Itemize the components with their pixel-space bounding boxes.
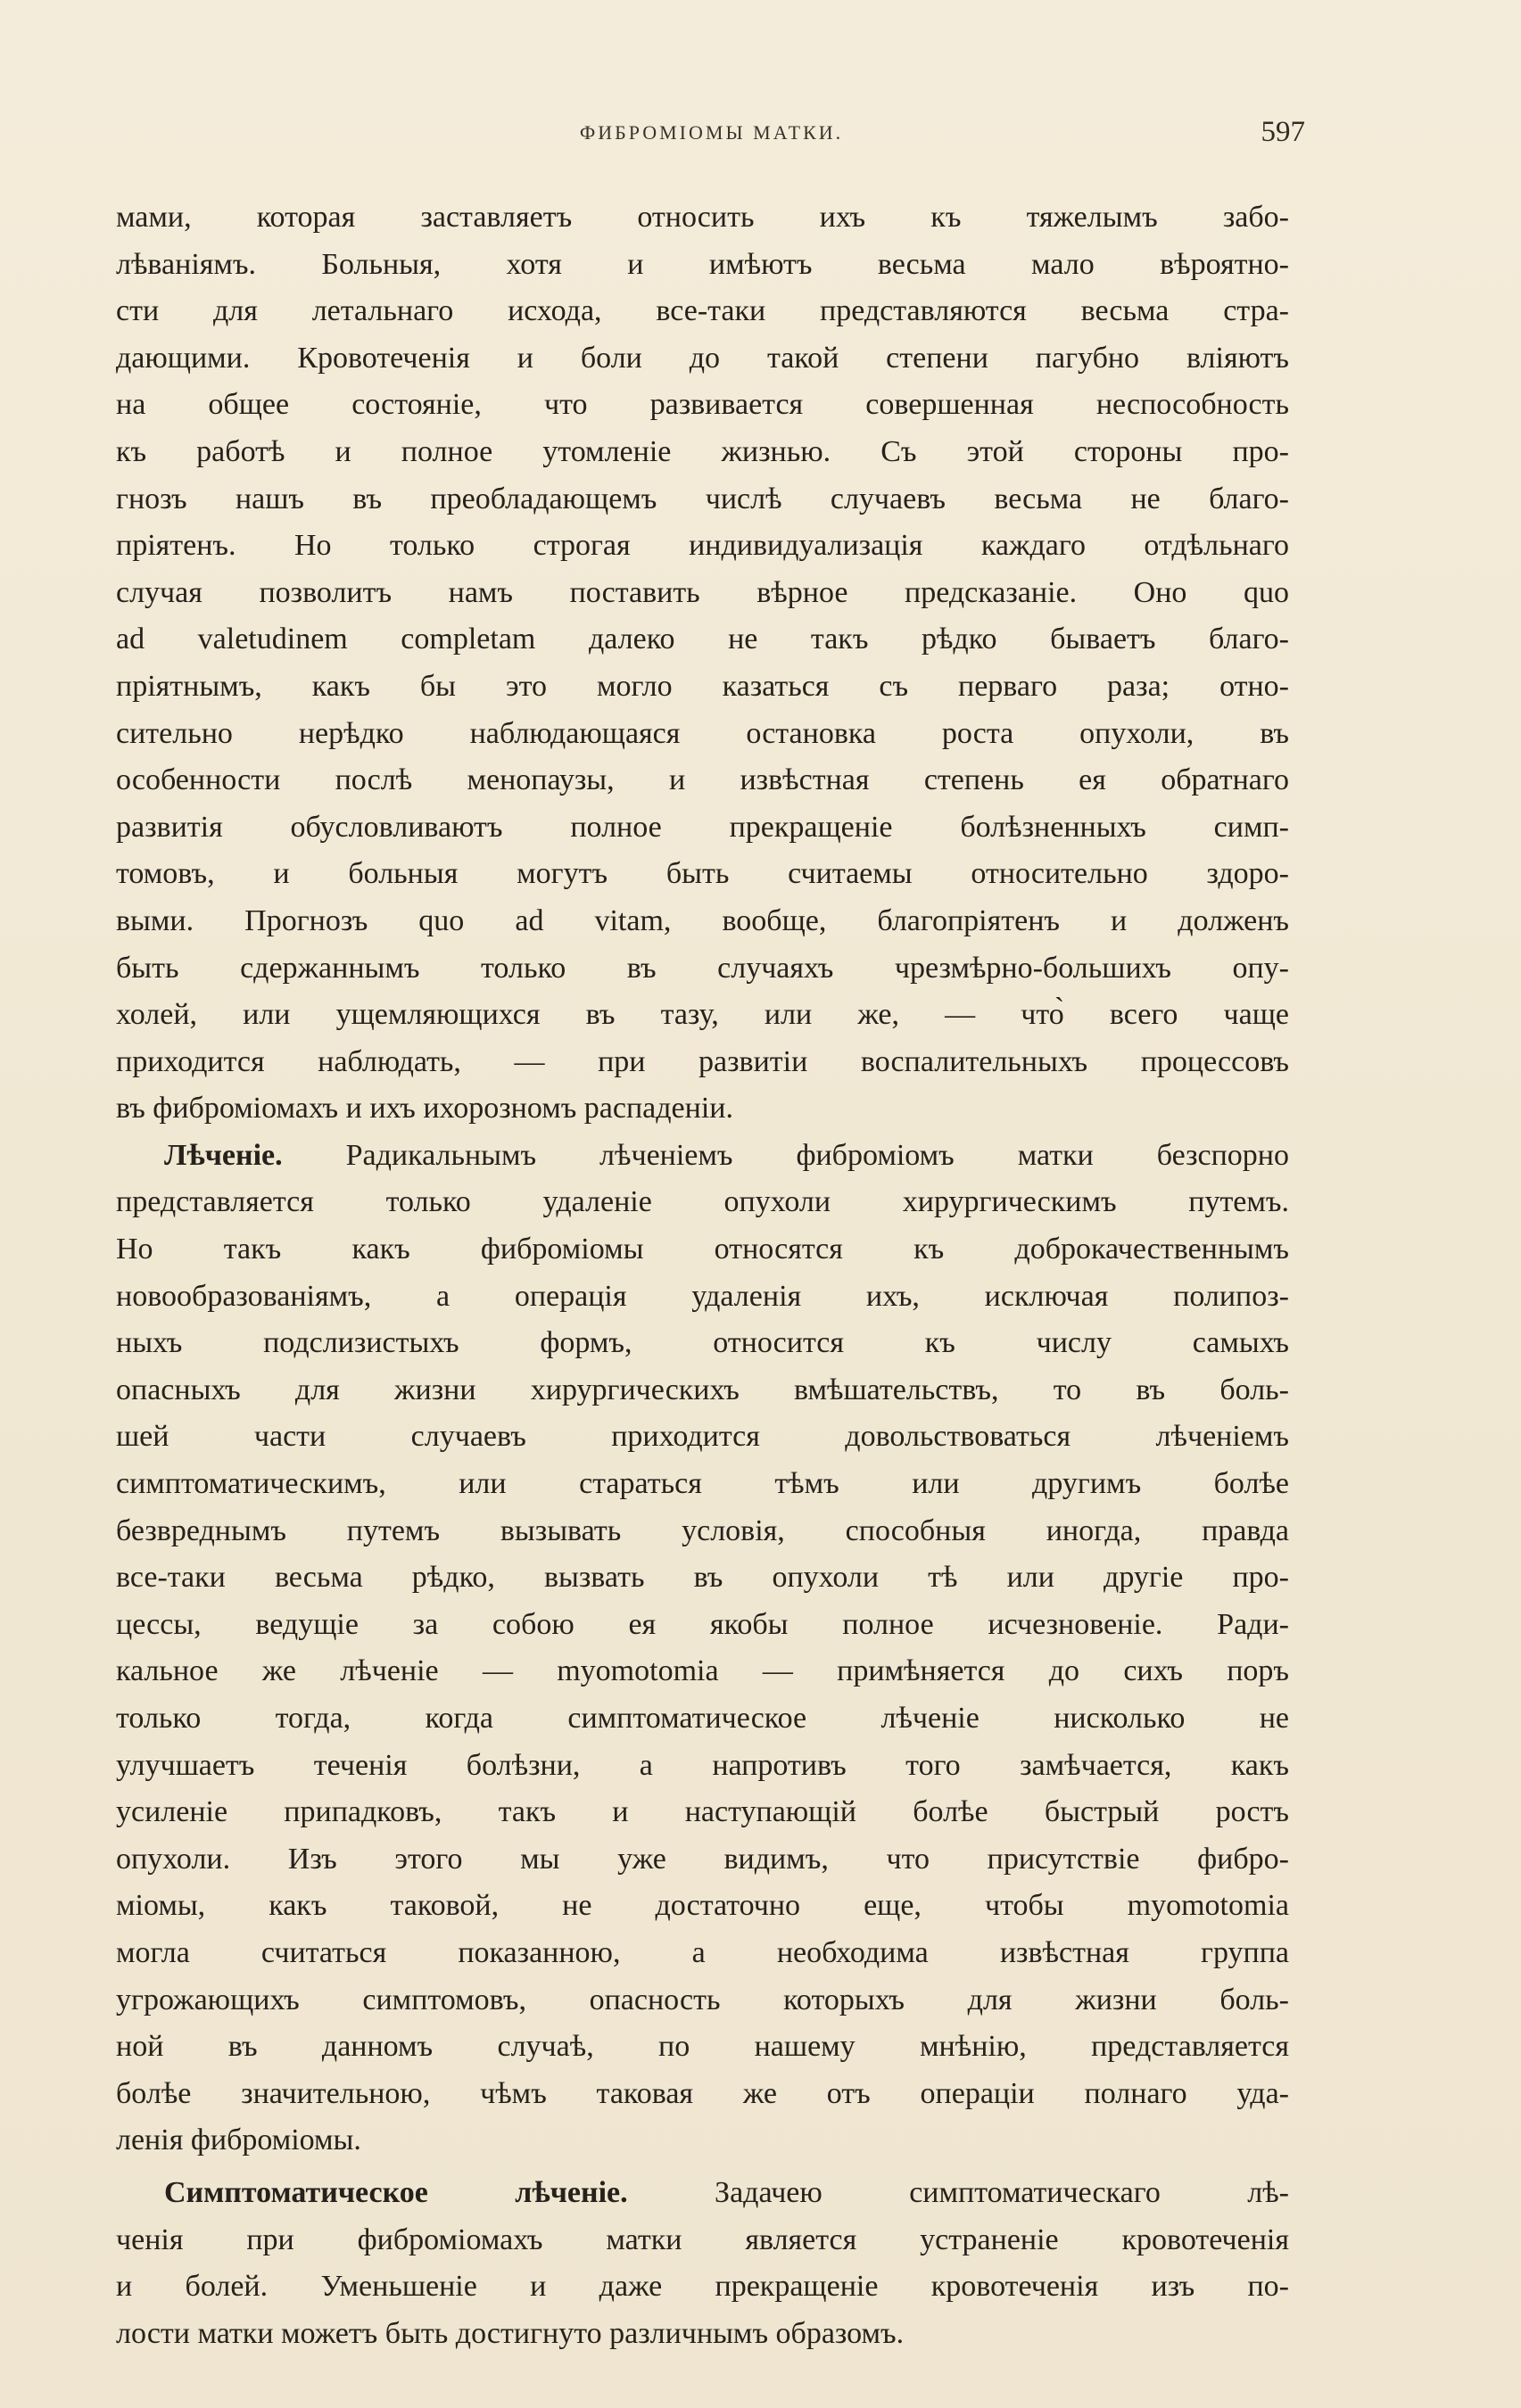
text-line: дающими. Кровотеченія и боли до такой степени пагубно вліяютъ xyxy=(116,341,1289,375)
section-heading-symptomatic: Симптоматическое лѣченіе. xyxy=(164,2175,628,2209)
text-line: кальное же лѣченіе — myomotomia — примѣняется до сихъ поръ xyxy=(116,1654,1289,1688)
text-line: ныхъ подслизистыхъ формъ, относится къ числу самыхъ xyxy=(116,1326,1289,1360)
text-line: сти для летальнаго исхода, все-таки представляются весьма стра- xyxy=(116,294,1289,328)
text-line: пріятенъ. Но только строгая индивидуализація каждаго отдѣльнаго xyxy=(116,529,1289,563)
text-line: улучшаетъ теченія болѣзни, а напротивъ того замѣчается, какъ xyxy=(116,1748,1289,1782)
text-line: міомы, какъ таковой, не достаточно еще, чтобы myomotomia xyxy=(116,1889,1289,1923)
text-line-rest: Радикальнымъ лѣченіемъ фиброміомъ матки безспорно xyxy=(282,1138,1289,1172)
text-line xyxy=(116,2170,1289,2217)
text-line: цессы, ведущіе за собою ея якобы полное исчезновеніе. Ради- xyxy=(116,1607,1289,1641)
text-line: только тогда, когда симптоматическое лѣченіе нисколько не xyxy=(116,1702,1289,1735)
text-line: пріятнымъ, какъ бы это могло казаться съ перваго раза; отно- xyxy=(116,669,1289,703)
text-line: сительно нерѣдко наблюдающаяся остановка роста опухоли, въ xyxy=(116,716,1289,750)
text-line: холей, или ущемляющихся въ тазу, или же, — что̀ всего чаще xyxy=(116,998,1289,1032)
text-line: случая позволитъ намъ поставить вѣрное предсказаніе. Оно quo xyxy=(116,575,1289,609)
text-line: угрожающихъ симптомовъ, опасность которыхъ для жизни боль- xyxy=(116,1983,1289,2016)
paragraph-symptomatic-treatment xyxy=(116,2170,1289,2357)
page-number: 597 xyxy=(1261,116,1305,148)
text-line: въ фибромiомахъ и ихъ ихорозномъ распаденіи. xyxy=(116,1092,733,1126)
text-line xyxy=(116,1133,1289,1180)
text-line: особенности послѣ менопаузы, и извѣстная степень ея обратнаго xyxy=(116,763,1289,797)
text-line: могла считаться показанною, а необходима извѣстная группа xyxy=(116,1935,1289,1969)
text-line: новообразованіямъ, а операція удаленія ихъ, исключая полипоз- xyxy=(116,1279,1289,1313)
text-line: гнозъ нашъ въ преобладающемъ числѣ случаевъ весьма не благо- xyxy=(116,482,1289,515)
text-line: мами, которая заставляетъ относить ихъ къ тяжелымъ забо- xyxy=(116,201,1289,234)
text-line: лости матки можетъ быть достигнуто различнымъ образомъ. xyxy=(116,2316,905,2350)
text-line: и болей. Уменьшеніе и даже прекращеніе кровотеченія изъ по- xyxy=(116,2270,1289,2304)
paragraph-treatment xyxy=(116,1133,1289,2165)
text-line: все-таки весьма рѣдко, вызвать въ опухоли тѣ или другіе про- xyxy=(116,1561,1289,1595)
text-line: приходится наблюдать, — при развитіи воспалительныхъ процессовъ xyxy=(116,1044,1289,1078)
text-line: быть сдержаннымъ только въ случаяхъ чрезмѣрно-большихъ опу- xyxy=(116,951,1289,985)
running-title: ФИБРОМІОМЫ МАТКИ. xyxy=(579,121,844,144)
text-line: усиленіе припадковъ, такъ и наступающій болѣе быстрый ростъ xyxy=(116,1795,1289,1829)
text-line: на общее состояніе, что развивается совершенная неспособность xyxy=(116,388,1289,422)
text-line: ad valetudinem completam далеко не такъ рѣдко бываетъ благо- xyxy=(116,623,1289,656)
text-line: симптоматическимъ, или стараться тѣмъ или другимъ болѣе xyxy=(116,1467,1289,1501)
text-line: лѣваніямъ. Больныя, хотя и имѣютъ весьма мало вѣроятно- xyxy=(116,247,1289,281)
text-line: безвреднымъ путемъ вызывать условія, способныя иногда, правда xyxy=(116,1513,1289,1547)
body-text xyxy=(116,194,1289,2357)
text-line: шей части случаевъ приходится довольствоваться лѣченіемъ xyxy=(116,1420,1289,1454)
paragraph-prognosis xyxy=(116,194,1289,1133)
text-line: болѣе значительною, чѣмъ таковая же отъ операціи полнаго уда- xyxy=(116,2076,1289,2110)
text-line: опухоли. Изъ этого мы уже видимъ, что присутствіе фибро- xyxy=(116,1842,1289,1876)
running-head xyxy=(116,116,1307,152)
text-line: представляется только удаленіе опухоли хирургическимъ путемъ. xyxy=(116,1185,1289,1219)
text-line: ченія при фиброміомахъ матки является устраненіе кровотеченія xyxy=(116,2222,1289,2256)
text-line: ленія фиброміомы. xyxy=(116,2123,361,2157)
text-line: къ работѣ и полное утомленіе жизнью. Съ этой стороны про- xyxy=(116,434,1289,468)
text-line: ной въ данномъ случаѣ, по нашему мнѣнію, представляется xyxy=(116,2030,1289,2064)
text-line: томовъ, и больныя могутъ быть считаемы относительно здоро- xyxy=(116,857,1289,891)
text-line: выми. Прогнозъ quo ad vitam, вообще, благопріятенъ и долженъ xyxy=(116,903,1289,937)
text-line-rest: Задачею симптоматическаго лѣ- xyxy=(627,2175,1289,2209)
section-heading-treatment: Лѣченіе. xyxy=(164,1138,283,1172)
text-line: Но такъ какъ фиброміомы относятся къ доброкачественнымъ xyxy=(116,1233,1289,1266)
text-line: развитія обусловливаютъ полное прекращеніе болѣзненныхъ симп- xyxy=(116,810,1289,844)
text-line: опасныхъ для жизни хирургическихъ вмѣшательствъ, то въ боль- xyxy=(116,1373,1289,1406)
